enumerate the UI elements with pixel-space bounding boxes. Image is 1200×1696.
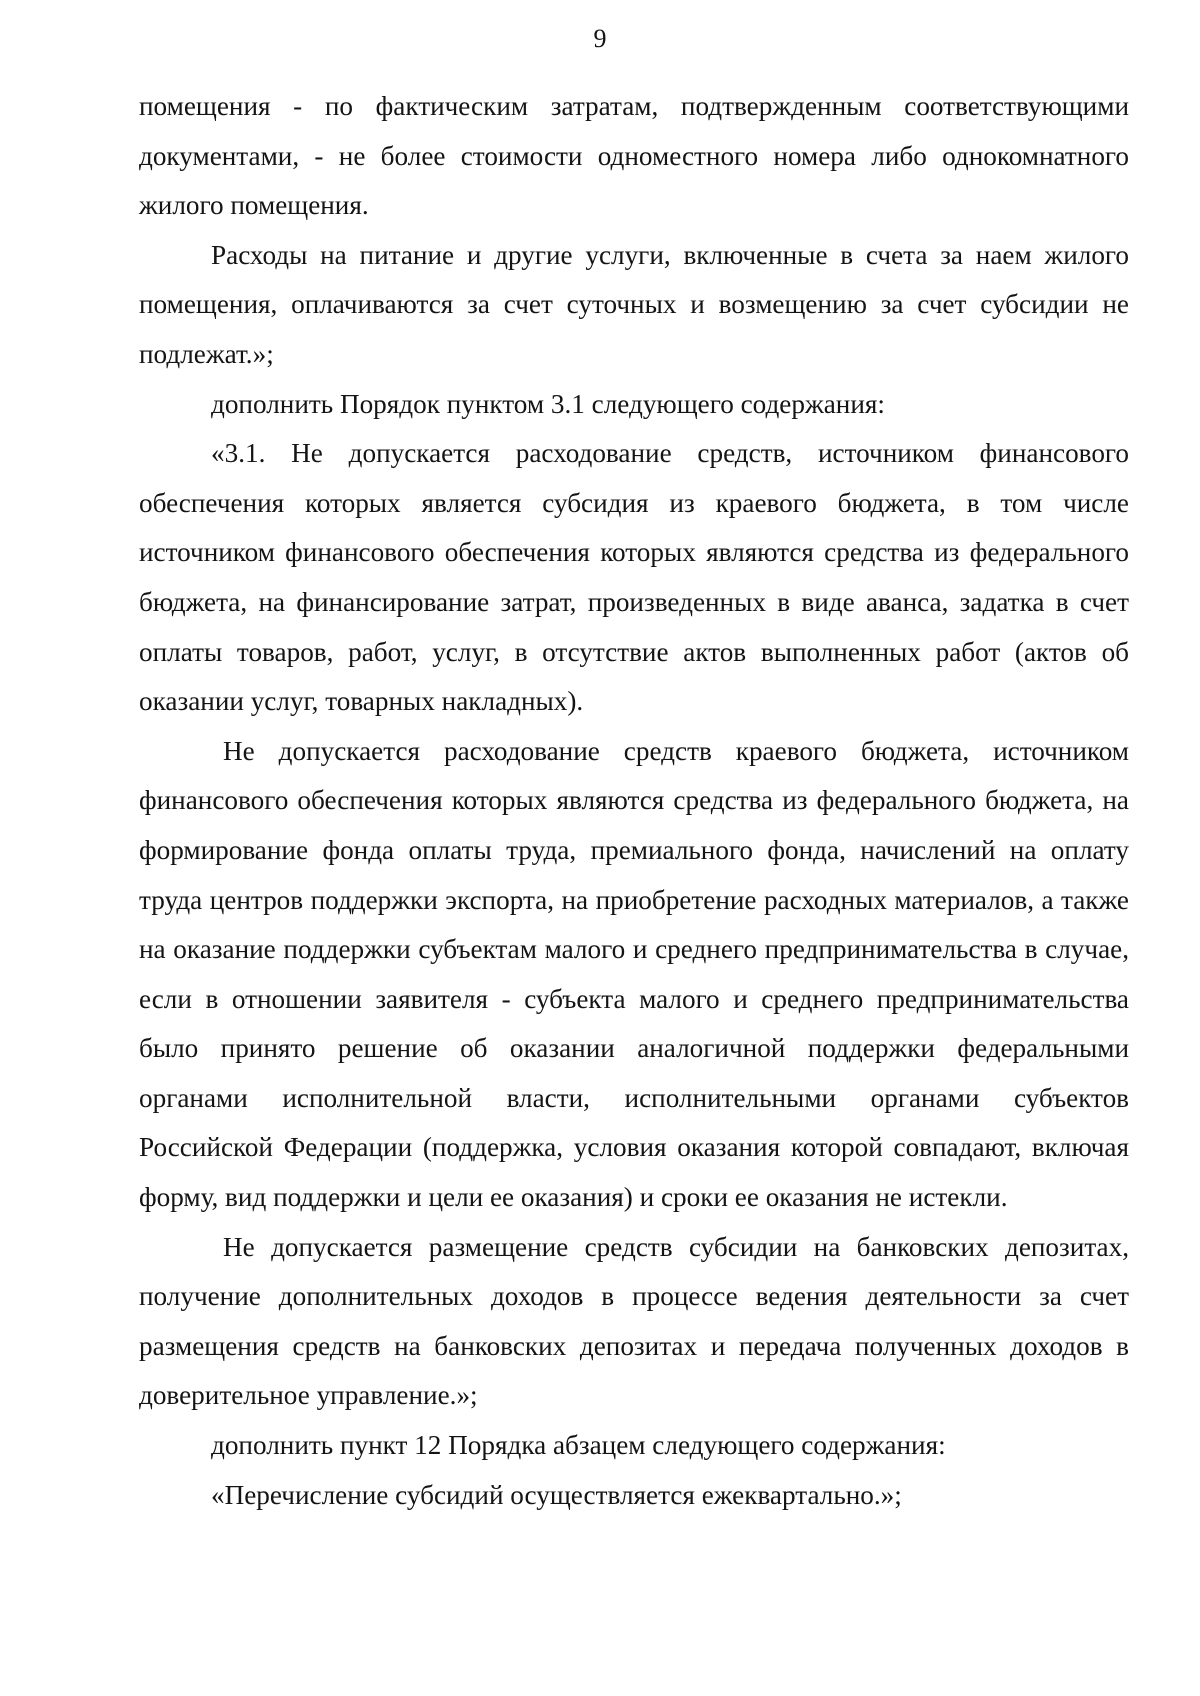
paragraph-clause-3-1: «3.1. Не допускается расходование средств, источником финансового обеспечения которых является субсидия из краевого бюджета, в том числе источником финансового обеспечения которых являются средства из федерального бюджета, на финансирование затрат, произведенных в виде аванса, задатка в счет оплаты товаров, работ, услуг, в отсутствие актов выполненных работ (актов об оказании услуг, товарных накладных). <box>139 438 1129 717</box>
paragraph-bank-deposits: Не допускается размещение средств субсидии на банковских депозитах, получение дополнительных доходов в процессе ведения деятельности за счет размещения средств на банковских депозитах и передача полученных доходов в доверительное управление.»; <box>139 1231 1129 1411</box>
document-body <box>139 82 1129 1520</box>
page-number: 9 <box>593 24 607 53</box>
paragraph-add-to-clause-12: дополнить пункт 12 Порядка абзацем следующего содержания: <box>211 1430 946 1461</box>
paragraph-add-clause-3-1: дополнить Порядок пунктом 3.1 следующего содержания: <box>211 388 885 419</box>
paragraph-meal-expenses: Расходы на питание и другие услуги, включенные в счета за наем жилого помещения, оплачиваются за счет суточных и возмещению за счет субсидии не подлежат.»; <box>139 239 1129 369</box>
paragraph-regional-budget-restrictions: Не допускается расходование средств краевого бюджета, источником финансового обеспечения которых являются средства из федерального бюджета, на формирование фонда оплаты труда, премиального фонда, начислений на оплату труда центров поддержки экспорта, на приобретение расходных материалов, а также на оказание поддержки субъектам малого и среднего предпринимательства в случае, если в отношении заявителя - субъекта малого и среднего предпринимательства было принято решение об оказании аналогичной поддержки федеральными органами исполнительной власти, исполнительными органами субъектов Российской Федерации (поддержка, условия оказания которой совпадают, включая форму, вид поддержки и цели ее оказания) и сроки ее оказания не истекли. <box>139 735 1129 1213</box>
paragraph-quarterly-transfer: «Перечисление субсидий осуществляется ежеквартально.»; <box>211 1479 902 1510</box>
paragraph-lodging-expenses: помещения - по фактическим затратам, подтвержденным соответствующими документами, - не более стоимости одноместного номера либо однокомнатного жилого помещения. <box>139 91 1129 221</box>
